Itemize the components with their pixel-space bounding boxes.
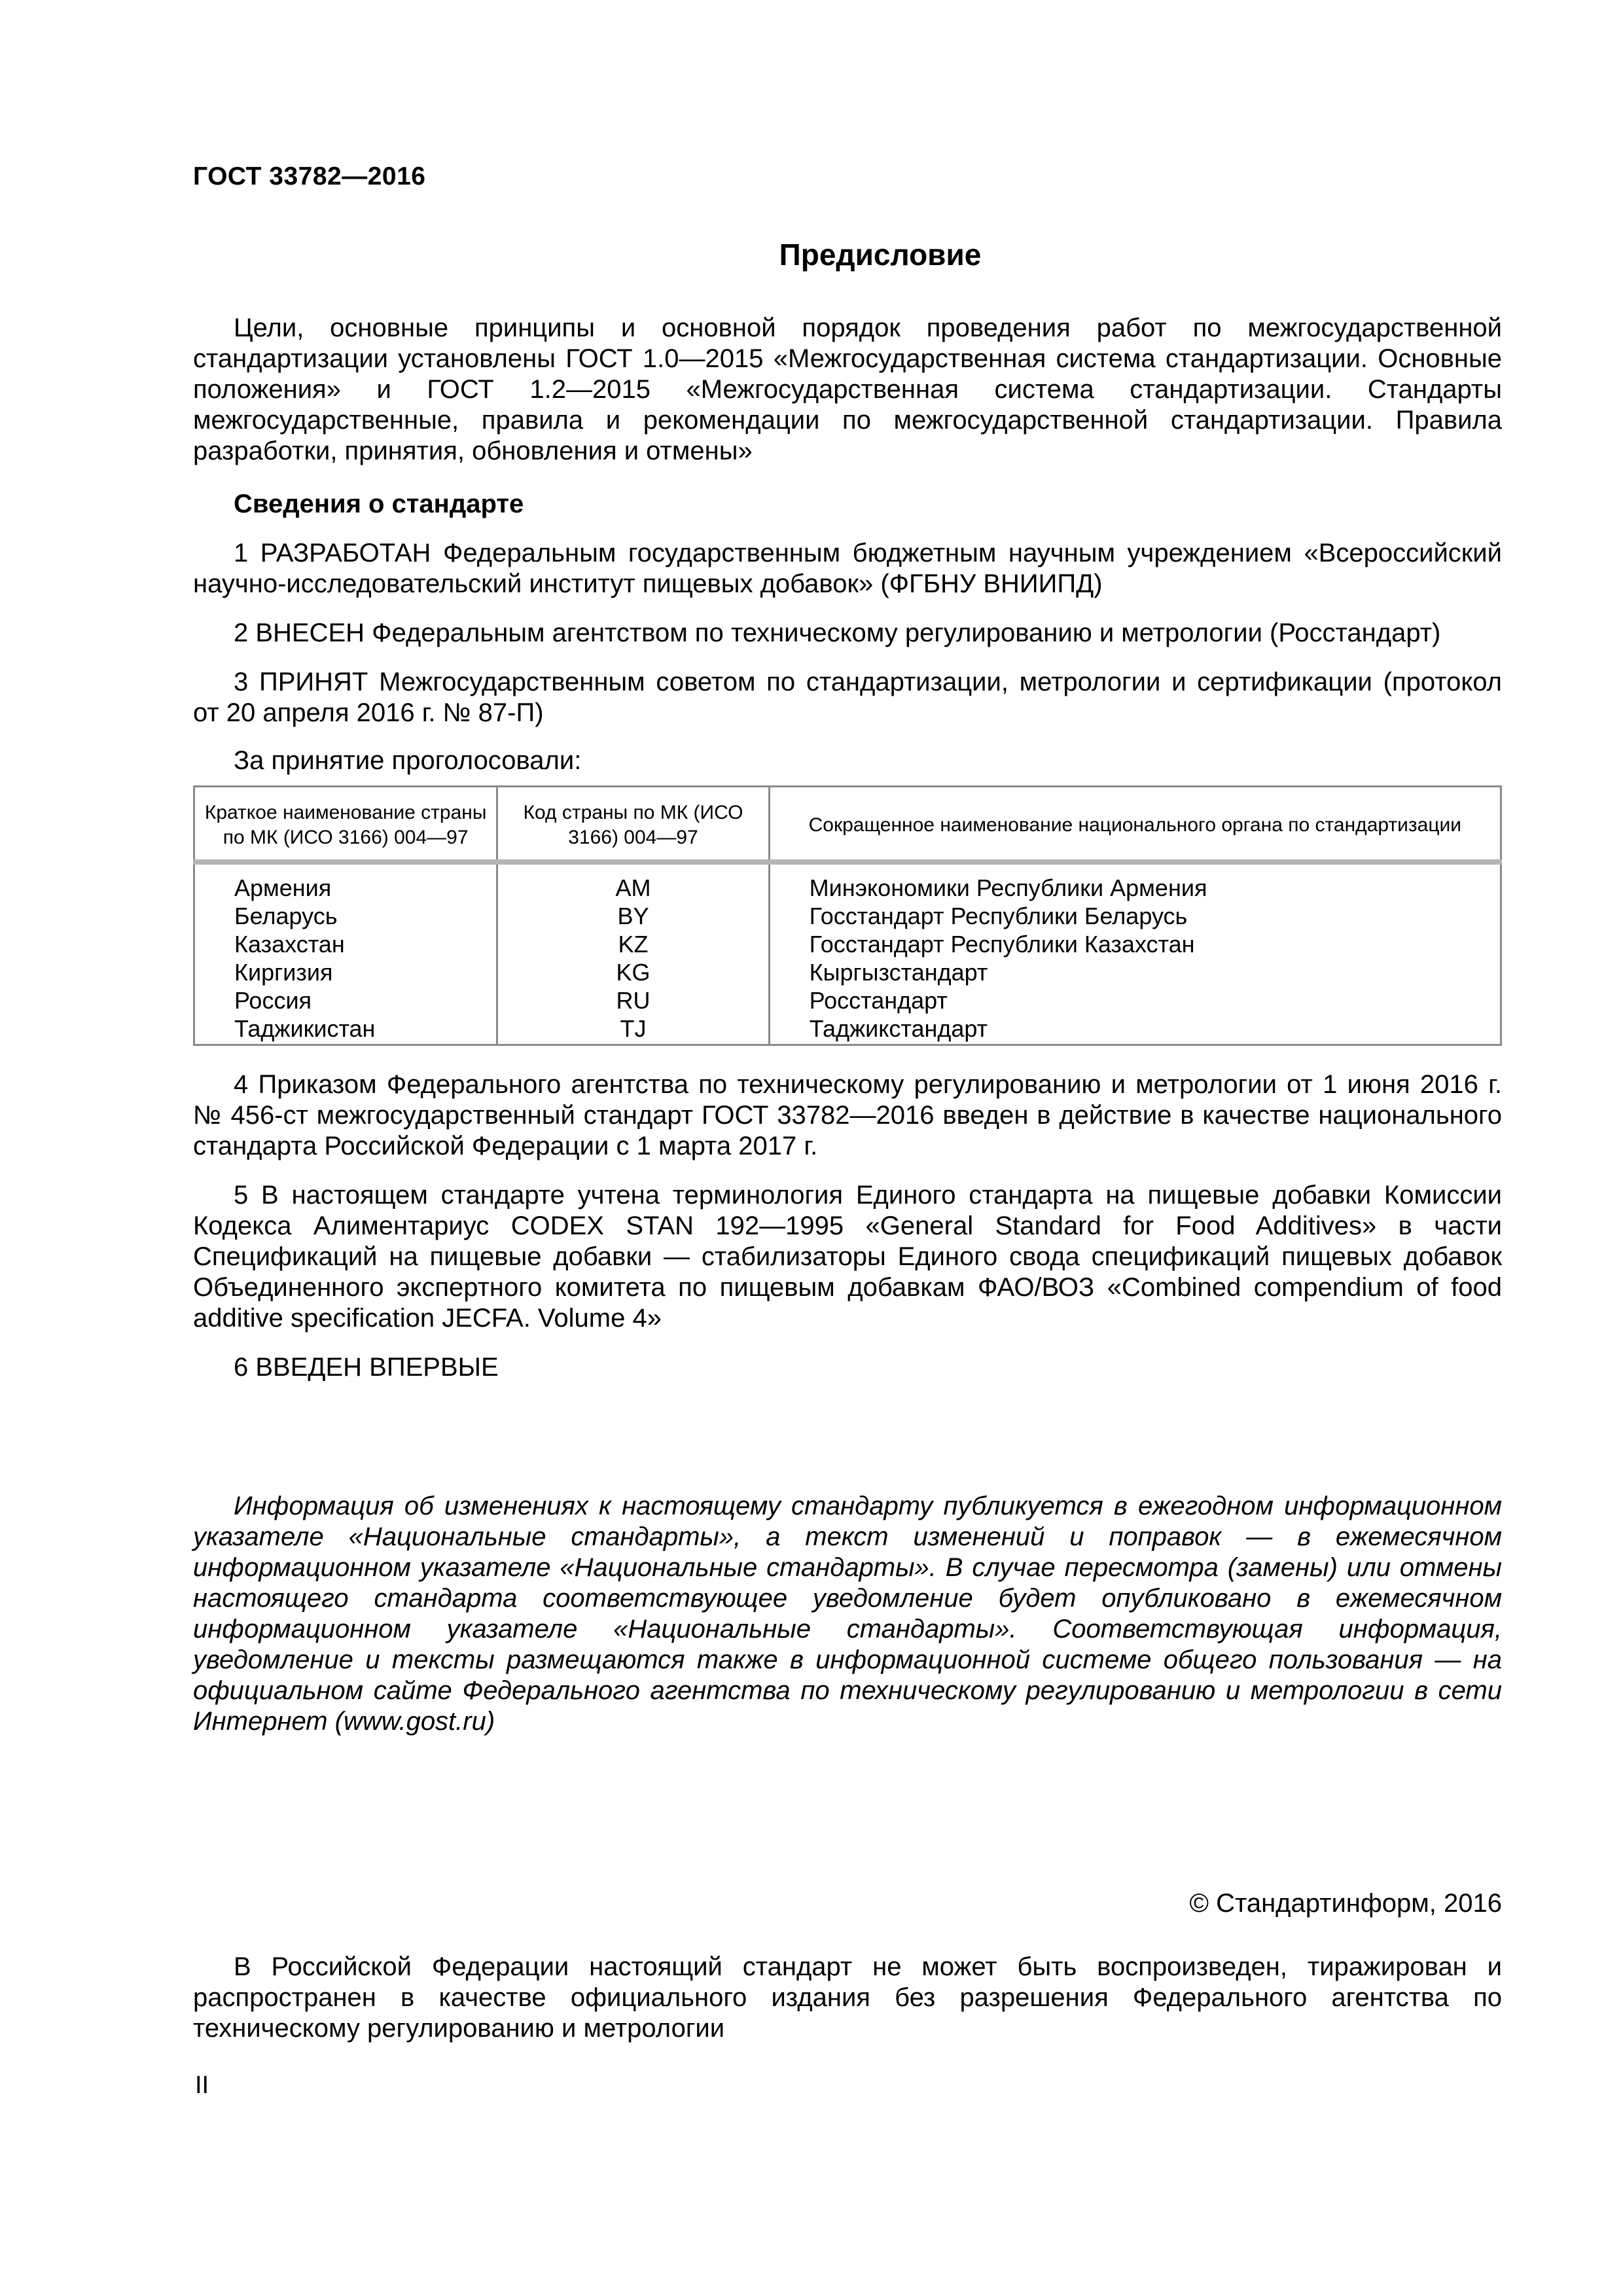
country-code: RU (497, 986, 769, 1014)
item-submitted: 2 ВНЕСЕН Федеральным агентством по техническому регулированию и метрологии (Росстандарт) (234, 619, 1441, 647)
country-name: Таджикистан (194, 1014, 497, 1045)
intro-paragraph: Цели, основные принципы и основной порядок проведения работ по межгосударственной стандартизации установлены ГОСТ 1.0—2015 «Межгосударственная система стандартизации. Основные положения» и ГОСТ 1.2—2015 «Межгосударственная система стандартизации. Стандарты межгосударственные, правила и рекомендации по межгосударственной стандартизации. Правила разработки, принятия, обновления и отмены» (193, 314, 1502, 465)
standard-info-heading: Сведения о стандарте (234, 490, 524, 518)
reproduction-text: В Российской Федерации настоящий стандарт не может быть воспроизведен, тиражирован и распространен в качестве официального издания без разрешения Федерального агентства по техническому регулированию и метрологии (193, 1952, 1502, 2043)
standards-body: Росстандарт (769, 986, 1501, 1014)
foreword-body (193, 313, 1502, 1383)
amendments-info-note (193, 1491, 1502, 1737)
voting-countries-table (193, 785, 1502, 1046)
country-code: KG (497, 958, 769, 986)
item-adopted: 3 ПРИНЯТ Межгосударственным советом по стандартизации, метрологии и сертификации (протокол от 20 апреля 2016 г. № 87-П) (193, 668, 1502, 727)
standards-body: Госстандарт Республики Беларусь (769, 902, 1501, 930)
country-name: Россия (194, 986, 497, 1014)
table-row (194, 1014, 1501, 1045)
country-code: BY (497, 902, 769, 930)
header-country-code: Код страны по МК (ИСО 3166) 004—97 (497, 787, 769, 863)
standards-body: Минэкономики Республики Армения (769, 862, 1501, 902)
standards-body: Кыргызстандарт (769, 958, 1501, 986)
info-note-text: Информация об изменениях к настоящему стандарту публикуется в ежегодном информационном указателе «Национальные стандарты», а текст изменений и поправок — в ежемесячном информационном указателе «Национальные стандарты». В случае пересмотра (замены) или отмены настоящего стандарта соответствующее уведомление будет опубликовано в ежемесячном информационном указателе «Национальные стандарты». Соответствующая информация, уведомление и тексты размещаются также в информационной системе общего пользования — на официальном сайте Федерального агентства по техническому регулированию и метрологии в сети Интернет (www.gost.ru) (193, 1492, 1502, 1736)
country-code: KZ (497, 930, 769, 958)
country-code: TJ (497, 1014, 769, 1045)
reproduction-notice (193, 1952, 1502, 2044)
table-row (194, 862, 1501, 902)
country-name: Армения (194, 862, 497, 902)
table-row (194, 986, 1501, 1014)
item-enacted: 4 Приказом Федерального агентства по техническому регулированию и метрологии от 1 июня 2016 г. № 456-ст межгосударственный стандарт ГОСТ 33782—2016 введен в действие в качестве национального стандарта Российской Федерации с 1 марта 2017 г. (193, 1070, 1502, 1160)
country-name: Казахстан (194, 930, 497, 958)
page-title: Предисловие (779, 238, 982, 272)
item-terminology: 5 В настоящем стандарте учтена терминология Единого стандарта на пищевые добавки Комиссии Кодекса Алиментариус CODEX STAN 192—1995 «General Standard for Food Additives» в части Спецификаций на пищевые добавки — стабилизаторы Единого свода спецификаций пищевых добавок Объединенного экспертного комитета по пищевым добавкам ФАО/ВОЗ «Combined compendium of food additive specification JECFA. Volume 4» (193, 1181, 1502, 1333)
country-name: Беларусь (194, 902, 497, 930)
copyright-notice: © Стандартинформ, 2016 (1189, 1889, 1502, 1918)
country-code: AM (497, 862, 769, 902)
standards-body: Таджикстандарт (769, 1014, 1501, 1045)
table-header-row (194, 787, 1501, 863)
header-standards-body: Сокращенное наименование национального органа по стандартизации (769, 787, 1501, 863)
table-row (194, 958, 1501, 986)
vote-label: За принятие проголосовали: (234, 746, 582, 775)
item-developed: 1 РАЗРАБОТАН Федеральным государственным бюджетным научным учреждением «Всероссийский научно-исследовательский институт пищевых добавок» (ФГБНУ ВНИИПД) (193, 539, 1502, 598)
page-number: II (195, 2072, 209, 2099)
standards-body: Госстандарт Республики Казахстан (769, 930, 1501, 958)
table-row (194, 930, 1501, 958)
country-name: Киргизия (194, 958, 497, 986)
header-country-name: Краткое наименование страны по МК (ИСО 3166) 004—97 (194, 787, 497, 863)
document-code: ГОСТ 33782—2016 (193, 162, 426, 190)
item-first-introduced: 6 ВВЕДЕН ВПЕРВЫЕ (234, 1353, 499, 1382)
table-row (194, 902, 1501, 930)
